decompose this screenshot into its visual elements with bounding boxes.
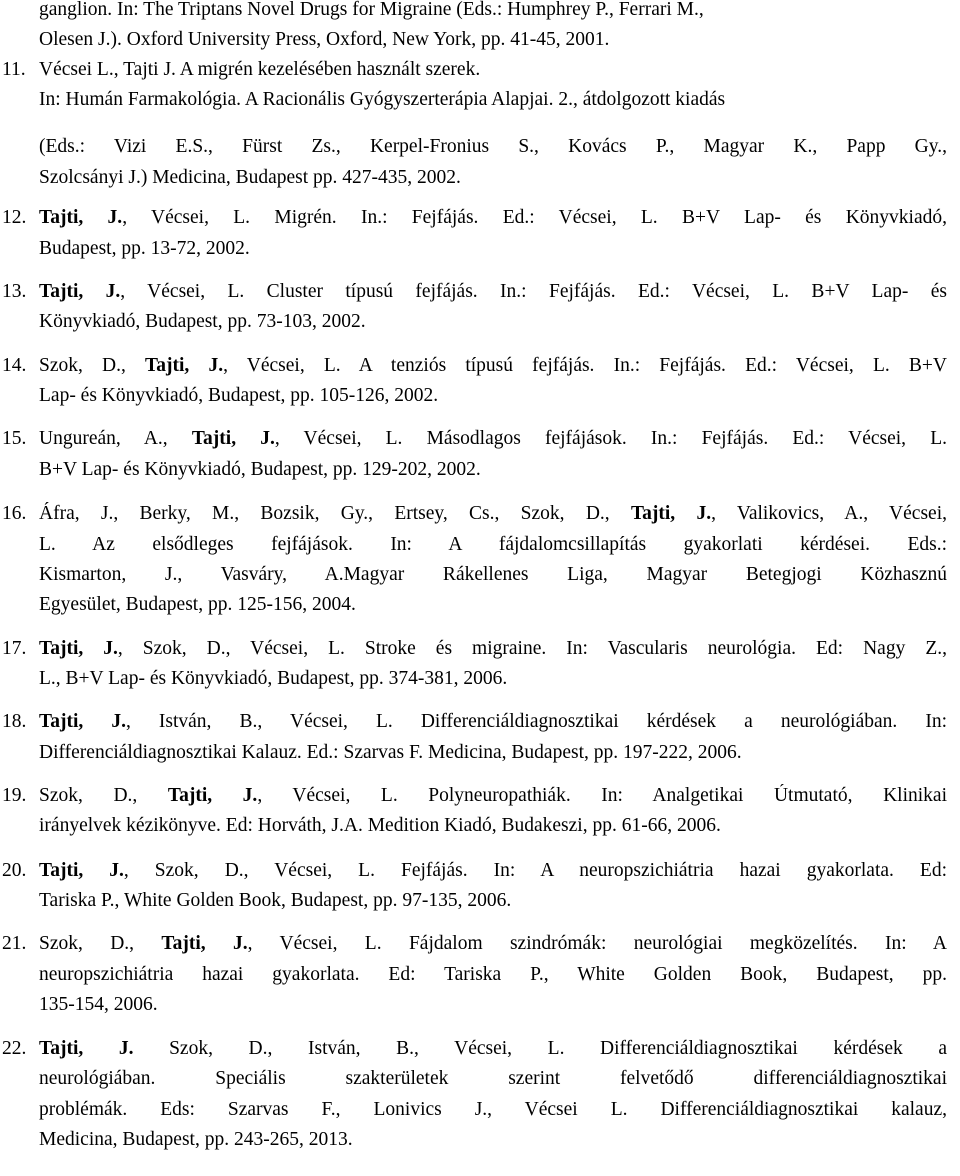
ref-20-line-2: Tariska P., White Golden Book, Budapest, pp. 97-135, 2006. — [39, 890, 512, 911]
ref-20-line-1: Tajti, J., Szok, D., Vécsei, L. Fejfájás. In: A neuropszichiátria hazai gyakorlata. Ed: — [39, 860, 947, 881]
ref-12-line-1: Tajti, J., Vécsei, L. Migrén. In.: Fejfájás. Ed.: Vécsei, L. B+V Lap- és Könyvkiadó, — [39, 207, 947, 228]
ref-10-line-2: Olesen J.). Oxford University Press, Oxford, New York, pp. 41-45, 2001. — [39, 29, 610, 50]
ref-16-line-1: Áfra, J., Berky, M., Bozsik, Gy., Ertsey, Cs., Szok, D., Tajti, J., Valikovics, A., Vécsei, — [39, 503, 947, 524]
ref-14-line-2: Lap- és Könyvkiadó, Budapest, pp. 105-126, 2002. — [39, 385, 439, 406]
author-highlight: Tajti, J. — [167, 785, 258, 806]
ref-17-line-1: Tajti, J., Szok, D., Vécsei, L. Stroke és migraine. In: Vascularis neurológia. Ed: Nagy Z., — [39, 638, 947, 659]
ref-13-line-2: Könyvkiadó, Budapest, pp. 73-103, 2002. — [39, 311, 366, 332]
ref-21-line-2: neuropszichiátria hazai gyakorlata. Ed: Tariska P., White Golden Book, Budapest, pp. — [39, 964, 947, 985]
ref-22-number: 22. — [2, 1038, 27, 1059]
ref-12-number: 12. — [2, 207, 27, 228]
ref-17-line-2: L., B+V Lap- és Könyvkiadó, Budapest, pp. 374-381, 2006. — [39, 668, 508, 689]
author-highlight: Tajti, J. — [39, 1038, 134, 1059]
ref-22-line-2: neurológiában. Speciális szakterületek szerint felvetődő differenciáldiagnosztikai — [39, 1068, 947, 1089]
ref-13-line-1: Tajti, J., Vécsei, L. Cluster típusú fejfájás. In.: Fejfájás. Ed.: Vécsei, L. B+V Lap- és — [39, 281, 947, 302]
ref-17-number: 17. — [2, 638, 27, 659]
ref-16-line-2: L. Az elsődleges fejfájások. In: A fájdalomcsillapítás gyakorlati kérdései. Eds.: — [39, 534, 947, 555]
ref-10-line-1: ganglion. In: The Triptans Novel Drugs for Migraine (Eds.: Humphrey P., Ferrari M., — [39, 0, 704, 20]
ref-11-number: 11. — [2, 59, 26, 80]
ref-18-line-2: Differenciáldiagnosztikai Kalauz. Ed.: Szarvas F. Medicina, Budapest, pp. 197-222, 2006. — [39, 742, 742, 763]
ref-14-line-1: Szok, D., Tajti, J., Vécsei, L. A tenziós típusú fejfájás. In.: Fejfájás. Ed.: Vécsei, L. B+V — [39, 355, 947, 376]
ref-22-line-1: Tajti, J. Szok, D., István, B., Vécsei, L. Differenciáldiagnosztikai kérdések a — [39, 1038, 947, 1059]
author-highlight: Tajti, J. — [39, 281, 121, 302]
ref-18-number: 18. — [2, 711, 27, 732]
ref-13-number: 13. — [2, 281, 27, 302]
ref-19-number: 19. — [2, 785, 27, 806]
ref-15-line-2: B+V Lap- és Könyvkiadó, Budapest, pp. 129-202, 2002. — [39, 459, 481, 480]
author-highlight: Tajti, J. — [161, 933, 248, 954]
ref-20-number: 20. — [2, 860, 27, 881]
ref-11-line-3: (Eds.: Vizi E.S., Fürst Zs., Kerpel-Fronius S., Kovács P., Magyar K., Papp Gy., — [39, 136, 947, 157]
ref-15-number: 15. — [2, 428, 27, 449]
ref-11-line-2: In: Humán Farmakológia. A Racionális Gyógyszerterápia Alapjai. 2., átdolgozott kiadás — [39, 89, 726, 110]
ref-16-line-3: Kismarton, J., Vasváry, A.Magyar Rákellenes Liga, Magyar Betegjogi Közhasznú — [39, 564, 947, 585]
ref-16-number: 16. — [2, 503, 27, 524]
ref-22-line-3: problémák. Eds: Szarvas F., Lonivics J., Vécsei L. Differenciáldiagnosztikai kalauz, — [39, 1099, 947, 1120]
ref-21-number: 21. — [2, 933, 27, 954]
ref-11-line-4: Szolcsányi J.) Medicina, Budapest pp. 427-435, 2002. — [39, 167, 461, 188]
author-highlight: Tajti, J. — [39, 860, 124, 881]
ref-14-number: 14. — [2, 355, 27, 376]
author-highlight: Tajti, J. — [39, 711, 126, 732]
ref-12-line-2: Budapest, pp. 13-72, 2002. — [39, 238, 250, 259]
author-highlight: Tajti, J. — [145, 355, 224, 376]
ref-19-line-1: Szok, D., Tajti, J., Vécsei, L. Polyneuropathiák. In: Analgetikai Útmutató, Klinikai — [39, 785, 947, 806]
ref-21-line-3: 135-154, 2006. — [39, 994, 158, 1015]
ref-21-line-1: Szok, D., Tajti, J., Vécsei, L. Fájdalom szindrómák: neurológiai megközelítés. In: A — [39, 933, 947, 954]
ref-19-line-2: irányelvek kézikönyve. Ed: Horváth, J.A. Medition Kiadó, Budakeszi, pp. 61-66, 2006. — [39, 815, 721, 836]
ref-16-line-4: Egyesület, Budapest, pp. 125-156, 2004. — [39, 594, 356, 615]
ref-11-line-1-text: Vécsei L., Tajti J. A migrén kezelésében használt szerek. — [39, 59, 481, 80]
ref-22-line-4: Medicina, Budapest, pp. 243-265, 2013. — [39, 1129, 353, 1150]
ref-11-line-1 — [39, 58, 480, 82]
ref-15-line-1: Ungureán, A., Tajti, J., Vécsei, L. Másodlagos fejfájások. In.: Fejfájás. Ed.: Vécsei, L. — [39, 428, 947, 449]
author-highlight: Tajti, J. — [191, 428, 275, 449]
author-highlight: Tajti, J. — [39, 207, 123, 228]
author-highlight: Tajti, J. — [39, 638, 118, 659]
author-highlight: Tajti, J. — [630, 503, 712, 524]
ref-18-line-1: Tajti, J., István, B., Vécsei, L. Differenciáldiagnosztikai kérdések a neurológiában. In: — [39, 711, 947, 732]
